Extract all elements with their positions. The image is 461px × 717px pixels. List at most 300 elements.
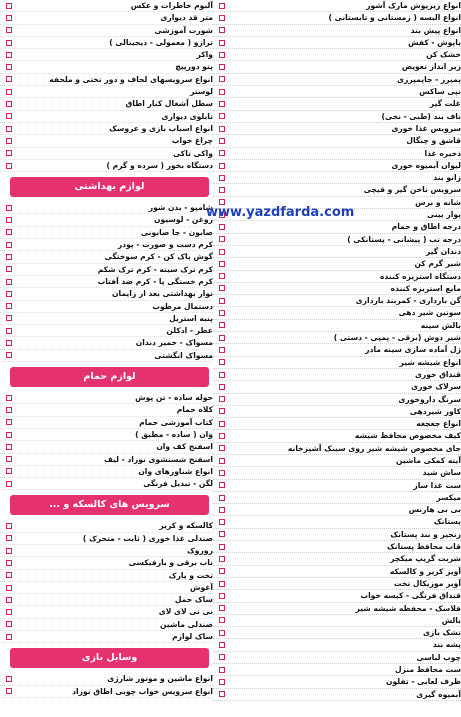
checkbox[interactable]	[219, 544, 225, 550]
item-label: شربت گریپ میکچر	[390, 554, 461, 564]
checklist-item	[213, 332, 461, 344]
checklist-item	[0, 454, 213, 466]
item-label: ست محافظ منزل	[394, 665, 461, 675]
item-label: سطل آشغال کنار اطاق	[125, 99, 213, 109]
section-header: وسایل بازی	[10, 648, 209, 668]
checklist-item	[0, 313, 213, 325]
left-column	[0, 0, 213, 698]
item-label: گن بارداری - کمربند بارداری	[355, 296, 461, 306]
checklist-item	[0, 12, 213, 24]
item-label: مسواک انگشتی	[154, 350, 213, 360]
checklist-item	[213, 295, 461, 307]
checkbox[interactable]	[6, 352, 12, 358]
item-label: قنداق خوری	[414, 369, 461, 379]
item-label: پوار بینی	[427, 210, 461, 220]
checkbox[interactable]	[6, 444, 12, 450]
checklist-item	[0, 61, 213, 73]
checklist-item	[0, 429, 213, 441]
checkbox[interactable]	[219, 445, 225, 451]
item-label: شورت آموزشی	[154, 25, 213, 35]
checkbox[interactable]	[6, 229, 12, 235]
checklist-item	[0, 520, 213, 532]
checklist-item	[0, 0, 213, 12]
item-label: آویز موزیکال تخت	[393, 578, 461, 588]
checklist-item	[0, 686, 213, 698]
checklist-item	[0, 86, 213, 98]
checkbox[interactable]	[219, 642, 225, 648]
item-label: پاپوش - کفش	[408, 37, 461, 47]
item-label: سرنگ داروخوری	[398, 394, 461, 404]
item-label: قنداق فرنگی - کیسه خواب	[360, 591, 461, 601]
checklist-item	[213, 74, 461, 86]
checkbox[interactable]	[219, 40, 225, 46]
checkbox[interactable]	[6, 303, 12, 309]
item-label: عطر - ادکلن	[166, 326, 213, 336]
checkbox[interactable]	[6, 315, 12, 321]
checkbox[interactable]	[219, 126, 225, 132]
checkbox[interactable]	[6, 481, 12, 487]
checklist-item	[0, 288, 213, 300]
item-label: شامپو - بدن شور	[148, 203, 213, 213]
item-label: ناف بند (طبی - نخی)	[381, 111, 461, 121]
checkbox[interactable]	[219, 372, 225, 378]
checkbox[interactable]	[6, 254, 12, 260]
checkbox[interactable]	[219, 568, 225, 574]
checkbox[interactable]	[219, 298, 225, 304]
item-label: انواع سرویسهای لحاف و دور تختی و ملحفه	[49, 74, 213, 84]
checklist-item	[0, 74, 213, 86]
checkbox[interactable]	[219, 396, 225, 402]
checkbox[interactable]	[6, 101, 12, 107]
checkbox[interactable]	[6, 609, 12, 615]
checkbox[interactable]	[219, 347, 225, 353]
checkbox[interactable]	[219, 531, 225, 537]
checkbox[interactable]	[219, 679, 225, 685]
checkbox[interactable]	[6, 150, 12, 156]
checkbox[interactable]	[6, 205, 12, 211]
item-label: کاور شیردهی	[409, 406, 461, 416]
checklist-item	[0, 350, 213, 362]
checklist-item	[0, 25, 213, 37]
checklist-item	[213, 307, 461, 319]
checklist-item	[0, 98, 213, 110]
checkbox[interactable]	[6, 89, 12, 95]
item-label: ژل آماده سازی سینه مادر	[365, 345, 461, 355]
checklist-item	[0, 325, 213, 337]
item-label: آینه کمکی ماشین	[395, 455, 461, 465]
checkbox[interactable]	[6, 585, 12, 591]
checklist-item	[0, 111, 213, 123]
checkbox[interactable]	[6, 242, 12, 248]
item-label: مسواک - خمیر دندان	[135, 338, 213, 348]
checklist-item	[0, 148, 213, 160]
checkbox[interactable]	[219, 335, 225, 341]
item-label: بالش	[441, 615, 461, 625]
checklist-item	[0, 276, 213, 288]
item-label: آویز کریر و کالسکه	[389, 566, 461, 576]
item-label: ذخیره غذا	[424, 148, 461, 158]
item-label: پمپرز - جاپمپرزی	[397, 74, 461, 84]
checkbox[interactable]	[219, 359, 225, 365]
checkbox[interactable]	[6, 52, 12, 58]
checkbox[interactable]	[219, 408, 225, 414]
item-label: شانه و برس	[415, 197, 461, 207]
item-label: ست غذا ساز	[413, 480, 461, 490]
item-label: نی نی لای لای	[158, 607, 213, 617]
item-label: آلبوم خاطرات و عکس	[130, 1, 213, 10]
checkbox[interactable]	[219, 64, 225, 70]
checklist-item	[0, 160, 213, 172]
checklist-item	[213, 406, 461, 418]
section-header: سرویس های کالسکه و ...	[10, 495, 209, 515]
checkbox[interactable]	[219, 617, 225, 623]
checklist-item	[0, 404, 213, 416]
checkbox[interactable]	[6, 407, 12, 413]
checklist-item	[213, 480, 461, 492]
checklist-item	[213, 357, 461, 369]
checkbox[interactable]	[219, 654, 225, 660]
checkbox[interactable]	[219, 519, 225, 525]
checkbox[interactable]	[219, 581, 225, 587]
checklist-item	[213, 246, 461, 258]
checklist-item	[0, 49, 213, 61]
checkbox[interactable]	[6, 163, 12, 169]
checklist-item	[0, 392, 213, 404]
checklist-item	[0, 214, 213, 226]
checklist-item	[0, 123, 213, 135]
checklist-item	[213, 184, 461, 196]
checkbox[interactable]	[6, 138, 12, 144]
item-label: خشک کن	[426, 50, 461, 60]
item-label: کالسکه و کریر	[159, 521, 213, 531]
item-label: سرلاک خوری	[411, 382, 461, 392]
checklist-item	[213, 541, 461, 553]
item-label: میکسر	[436, 492, 461, 502]
checkbox[interactable]	[219, 605, 225, 611]
item-label: آغوش	[189, 582, 213, 592]
checkbox[interactable]	[219, 89, 225, 95]
checkbox[interactable]	[6, 279, 12, 285]
checkbox[interactable]	[219, 495, 225, 501]
item-label: انواع شناورهای وان	[138, 466, 213, 476]
checkbox[interactable]	[6, 27, 12, 33]
checklist-item	[0, 631, 213, 643]
checklist-item	[213, 467, 461, 479]
item-label: واکی تاکی	[173, 148, 213, 158]
item-label: زانو بند	[433, 173, 461, 183]
item-label: تابلوی دیواری	[161, 111, 213, 121]
item-label: زیر انداز تعویض	[401, 62, 461, 72]
checkbox[interactable]	[6, 572, 12, 578]
checkbox[interactable]	[219, 507, 225, 513]
item-label: شیر گرم کن	[414, 259, 461, 269]
checklist-item	[0, 227, 213, 239]
checkbox[interactable]	[219, 556, 225, 562]
checkbox[interactable]	[6, 340, 12, 346]
checklist-item	[213, 578, 461, 590]
checklist-item	[213, 676, 461, 688]
item-label: جای مخصوص شیشه شیر روی سینک آشپزخانه	[287, 443, 461, 453]
item-label: پستانک	[433, 517, 461, 527]
checkbox[interactable]	[219, 249, 225, 255]
item-label: زنجیر و بند پستانک	[390, 529, 461, 539]
checklist-item	[213, 689, 461, 701]
checkbox[interactable]	[219, 163, 225, 169]
item-label: اسفنج شستشوی نوزاد - لیف	[103, 454, 213, 464]
item-label: صابون - جا صابونی	[140, 227, 213, 237]
checklist-item	[213, 148, 461, 160]
checkbox[interactable]	[6, 395, 12, 401]
item-label: چراغ خواب	[171, 136, 213, 146]
checklist-item	[0, 619, 213, 631]
item-label: اسفنج کف وان	[156, 442, 213, 452]
item-label: ساک لوازم	[172, 632, 213, 642]
item-label: کلاه حمام	[176, 405, 213, 415]
checkbox[interactable]	[219, 187, 225, 193]
checkbox[interactable]	[6, 535, 12, 541]
checklist-item	[213, 430, 461, 442]
checklist-item	[213, 61, 461, 73]
checkbox[interactable]	[219, 285, 225, 291]
item-label: سرویس ناخن گیر و قیچی	[363, 185, 461, 195]
checkbox[interactable]	[6, 40, 12, 46]
checklist-item	[213, 172, 461, 184]
item-label: واکر	[196, 50, 213, 60]
checkbox[interactable]	[219, 433, 225, 439]
checklist-item	[213, 320, 461, 332]
checklist-item	[213, 590, 461, 602]
checkbox[interactable]	[219, 150, 225, 156]
checkbox[interactable]	[6, 64, 12, 70]
checklist-item	[0, 441, 213, 453]
checklist-item	[0, 301, 213, 313]
item-label: سوتین شیر دهی	[398, 308, 461, 318]
item-label: لیوان آبمیوه خوری	[391, 160, 461, 170]
checklist-item	[0, 264, 213, 276]
item-label: دستگاه بخور ( سرده و گرم )	[106, 160, 213, 170]
checklist-item	[213, 418, 461, 430]
item-label: صندلی ماشین	[160, 619, 213, 629]
checkbox[interactable]	[6, 468, 12, 474]
item-label: پنبه استریل	[169, 313, 213, 323]
item-label: کرم دست و صورت - پودر	[117, 240, 213, 250]
checklist-item	[213, 369, 461, 381]
checkbox[interactable]	[219, 175, 225, 181]
checklist-item	[213, 529, 461, 541]
checklist-item	[213, 123, 461, 135]
item-label: گوش پاک کن - کرم سوختگی	[104, 252, 213, 262]
checkbox[interactable]	[6, 548, 12, 554]
checklist-item	[213, 553, 461, 565]
checkbox[interactable]	[219, 458, 225, 464]
checklist-item	[213, 492, 461, 504]
item-label: آبمیوه گیری	[416, 689, 461, 699]
checklist-item	[0, 557, 213, 569]
checkbox[interactable]	[219, 101, 225, 107]
checkbox[interactable]	[219, 310, 225, 316]
checkbox[interactable]	[6, 621, 12, 627]
item-label: تشک بازی	[422, 628, 461, 638]
item-label: دستمال مرطوب	[152, 301, 213, 311]
checklist-item	[0, 251, 213, 263]
item-label: انواع البسه ( زمستانی و تابستانی )	[328, 13, 461, 23]
item-label: قاب محافظ پستانک	[386, 542, 461, 552]
section-header: لوازم حمام	[10, 367, 209, 387]
checkbox[interactable]	[219, 3, 225, 9]
item-label: انواع ماشین و موتور شارژی	[107, 674, 213, 684]
item-label: حوله ساده - تن پوش	[135, 393, 213, 403]
checkbox[interactable]	[219, 27, 225, 33]
item-label: درجه تب ( پیشانی - پستانکی )	[347, 234, 461, 244]
checklist-item	[0, 202, 213, 214]
checkbox[interactable]	[6, 634, 12, 640]
item-label: پتو دورپیچ	[175, 62, 213, 72]
checkbox[interactable]	[219, 76, 225, 82]
item-label: دندان گیر	[425, 246, 461, 256]
checkbox[interactable]	[6, 3, 12, 9]
item-label: تخت و پارک	[168, 570, 213, 580]
checklist-item	[213, 160, 461, 172]
item-label: فلاسک - محفظه شیشه شیر	[355, 603, 461, 613]
checklist-item	[213, 37, 461, 49]
checkbox[interactable]	[219, 384, 225, 390]
checkbox[interactable]	[219, 667, 225, 673]
checklist-item	[213, 664, 461, 676]
checkbox[interactable]	[6, 15, 12, 21]
checklist-item	[213, 0, 461, 12]
checkbox[interactable]	[6, 291, 12, 297]
checkbox[interactable]	[6, 597, 12, 603]
checkbox[interactable]	[6, 76, 12, 82]
checklist-item	[0, 135, 213, 147]
item-label: انواع شیشه شیر	[399, 357, 461, 367]
checkbox[interactable]	[6, 676, 12, 682]
checklist-item	[213, 516, 461, 528]
item-label: انواع زیرپوش مارک آشور	[366, 1, 461, 10]
checklist-item	[213, 504, 461, 516]
checklist-item	[213, 12, 461, 24]
checklist-item	[0, 478, 213, 490]
item-label: کیف مخصوص محافظ شیشه	[354, 431, 461, 441]
checkbox[interactable]	[219, 322, 225, 328]
checkbox[interactable]	[219, 113, 225, 119]
checklist-item	[213, 86, 461, 98]
item-label: لوستر	[190, 87, 213, 97]
checkbox[interactable]	[219, 273, 225, 279]
checkbox[interactable]	[6, 217, 12, 223]
checklist-item	[213, 443, 461, 455]
item-label: روروک	[187, 545, 213, 555]
checklist-item	[213, 271, 461, 283]
item-label: قاشق و چنگال	[406, 136, 461, 146]
item-label: شیر دوش (برقی - پمپی - دستی )	[333, 333, 461, 343]
checkbox[interactable]	[6, 456, 12, 462]
checklist-item	[213, 639, 461, 651]
checklist-item	[213, 603, 461, 615]
item-label: نپی ساکس	[419, 87, 461, 97]
item-label: مایع استریزه کننده	[390, 283, 461, 293]
right-column	[213, 0, 461, 701]
item-label: درجه اطاق و حمام	[391, 222, 461, 232]
item-label: صندلی غذا خوری ( ثابت - متحرک )	[82, 533, 213, 543]
checkbox[interactable]	[6, 126, 12, 132]
checkbox[interactable]	[219, 224, 225, 230]
checkbox[interactable]	[6, 113, 12, 119]
item-label: تاب برقی و بارفیکسی	[128, 558, 213, 568]
checkbox[interactable]	[6, 560, 12, 566]
checkbox[interactable]	[219, 236, 225, 242]
checkbox[interactable]	[6, 432, 12, 438]
checkbox[interactable]	[219, 482, 225, 488]
checkbox[interactable]	[6, 688, 12, 694]
checkbox[interactable]	[6, 419, 12, 425]
checklist-item	[213, 394, 461, 406]
item-label: وان ( ساده - مطبق )	[135, 429, 213, 439]
checklist-item	[213, 455, 461, 467]
checkbox[interactable]	[219, 470, 225, 476]
checklist-item	[0, 239, 213, 251]
item-label: انواع اسباب بازی و عروسک	[109, 123, 213, 133]
item-label: چوب لباسی	[416, 652, 461, 662]
checklist-item	[213, 627, 461, 639]
item-label: نوار بهداشتی بعد از زایمان	[111, 289, 213, 299]
checklist-item	[213, 258, 461, 270]
item-label: کرم خستگی پا - کرم ضد آفتاب	[97, 276, 213, 286]
checklist-item	[0, 582, 213, 594]
item-label: لگن - تبدیل فرنگی	[143, 479, 213, 489]
item-label: کرم ترک سینه - کرم ترک شکم	[97, 264, 213, 274]
checkbox[interactable]	[219, 138, 225, 144]
checklist-item	[213, 111, 461, 123]
section-header: لوازم بهداشتی	[10, 177, 209, 197]
item-label: کتاب آموزشی حمام	[139, 417, 213, 427]
checklist-item	[213, 566, 461, 578]
item-label: ساک حمل	[174, 595, 213, 605]
checklist-item	[0, 466, 213, 478]
checklist-item	[213, 221, 461, 233]
item-label: ظرف لعابی - تفلون	[386, 677, 461, 687]
checkbox[interactable]	[219, 15, 225, 21]
checkbox[interactable]	[6, 266, 12, 272]
item-label: انواع پیش بند	[410, 25, 461, 35]
checklist-item	[213, 344, 461, 356]
item-label: پشه بند	[432, 640, 461, 650]
item-label: انواع جغجغه	[416, 419, 461, 429]
checkbox[interactable]	[6, 328, 12, 334]
checkbox[interactable]	[219, 52, 225, 58]
checkbox[interactable]	[219, 593, 225, 599]
checkbox[interactable]	[219, 261, 225, 267]
checklist-item	[0, 594, 213, 606]
item-label: دستگاه استریزه کننده	[380, 271, 461, 281]
checkbox[interactable]	[219, 421, 225, 427]
checklist-item	[0, 37, 213, 49]
checklist-item	[0, 570, 213, 582]
checklist-item	[0, 337, 213, 349]
item-label: ترازو ( معمولی - دیجیتالی )	[109, 37, 213, 47]
checklist-item	[0, 533, 213, 545]
item-label: انواع سرویس خواب چوبی اطاق نوزاد	[72, 686, 213, 696]
checklist-item	[213, 381, 461, 393]
item-label: غلت گیر	[429, 99, 461, 109]
item-label: بی بی هارنس	[408, 505, 461, 515]
checkbox[interactable]	[6, 523, 12, 529]
checklist-item	[213, 135, 461, 147]
item-label: ساش شید	[422, 468, 461, 478]
checklist-item	[0, 545, 213, 557]
checkbox[interactable]	[219, 691, 225, 697]
checkbox[interactable]	[219, 630, 225, 636]
